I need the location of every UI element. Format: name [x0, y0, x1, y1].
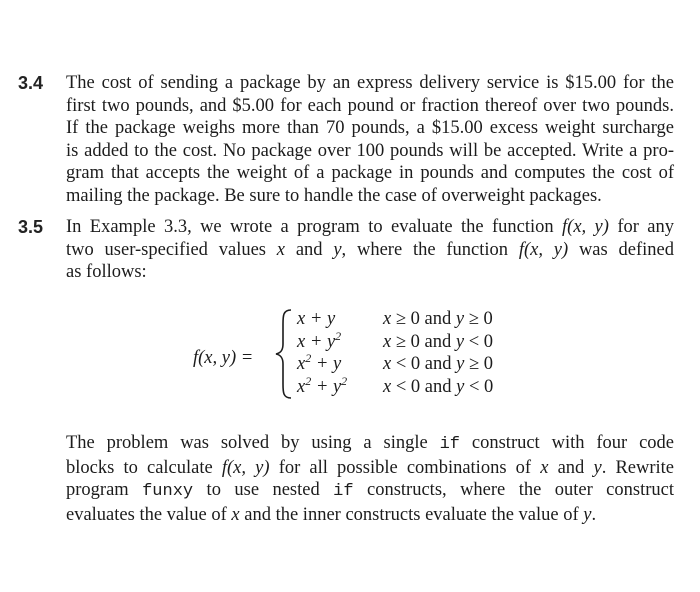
text-line: The cost of sending a package by an express delivery service is $15.00 for the	[66, 73, 674, 93]
case-condition: x < 0 and y ≥ 0	[383, 354, 493, 374]
problem-outro	[66, 432, 674, 526]
problem-number: 3.5	[18, 217, 44, 237]
left-brace	[273, 308, 295, 400]
text-line: first two pounds, and $5.00 for each pound or fraction thereof over two pounds.	[66, 95, 674, 116]
text-line: program funxy to use nested if constructs, where the outer construct	[66, 480, 674, 501]
case-condition: x ≥ 0 and y ≥ 0	[383, 309, 493, 329]
function-lhs: f(x, y) =	[193, 348, 254, 368]
text-line: evaluates the value of x and the inner constructs evaluate the value of y.	[66, 504, 597, 525]
text-line: gram that accepts the weight of a package in pounds and computes the cost of	[66, 163, 674, 183]
text-line: as follows:	[66, 262, 147, 282]
case-expression: $x^2 + y^2$	[297, 373, 348, 397]
case-condition: x ≥ 0 and y < 0	[383, 331, 493, 352]
text-line: blocks to calculate f(x, y) for all possible combinations of x and y. Rewrite	[66, 457, 675, 478]
problem-intro	[66, 216, 674, 284]
text-line: In Example 3.3, we wrote a program to evaluate the function f(x, y) for any	[66, 217, 674, 237]
problem-text	[66, 72, 674, 207]
case-expression: $x^2 + y$	[297, 351, 342, 374]
case-expression: x + y	[297, 309, 336, 329]
text-line: If the package weighs more than 70 pounds, a $15.00 excess weight surcharge	[66, 118, 674, 138]
text-line: two user-specified values x and y, where the function f(x, y) was defined	[66, 239, 674, 260]
text-line: The problem was solved by using a single if construct with four code	[66, 433, 674, 454]
case-condition: x < 0 and y < 0	[383, 376, 494, 397]
problem-number: 3.4	[18, 73, 44, 93]
case-expression: $x + y^2$	[297, 328, 342, 352]
text-line: mailing the package. Be sure to handle the case of overweight packages.	[66, 185, 602, 206]
text-line: is added to the cost. No package over 100 pounds will be accepted. Write a pro-	[66, 140, 674, 161]
